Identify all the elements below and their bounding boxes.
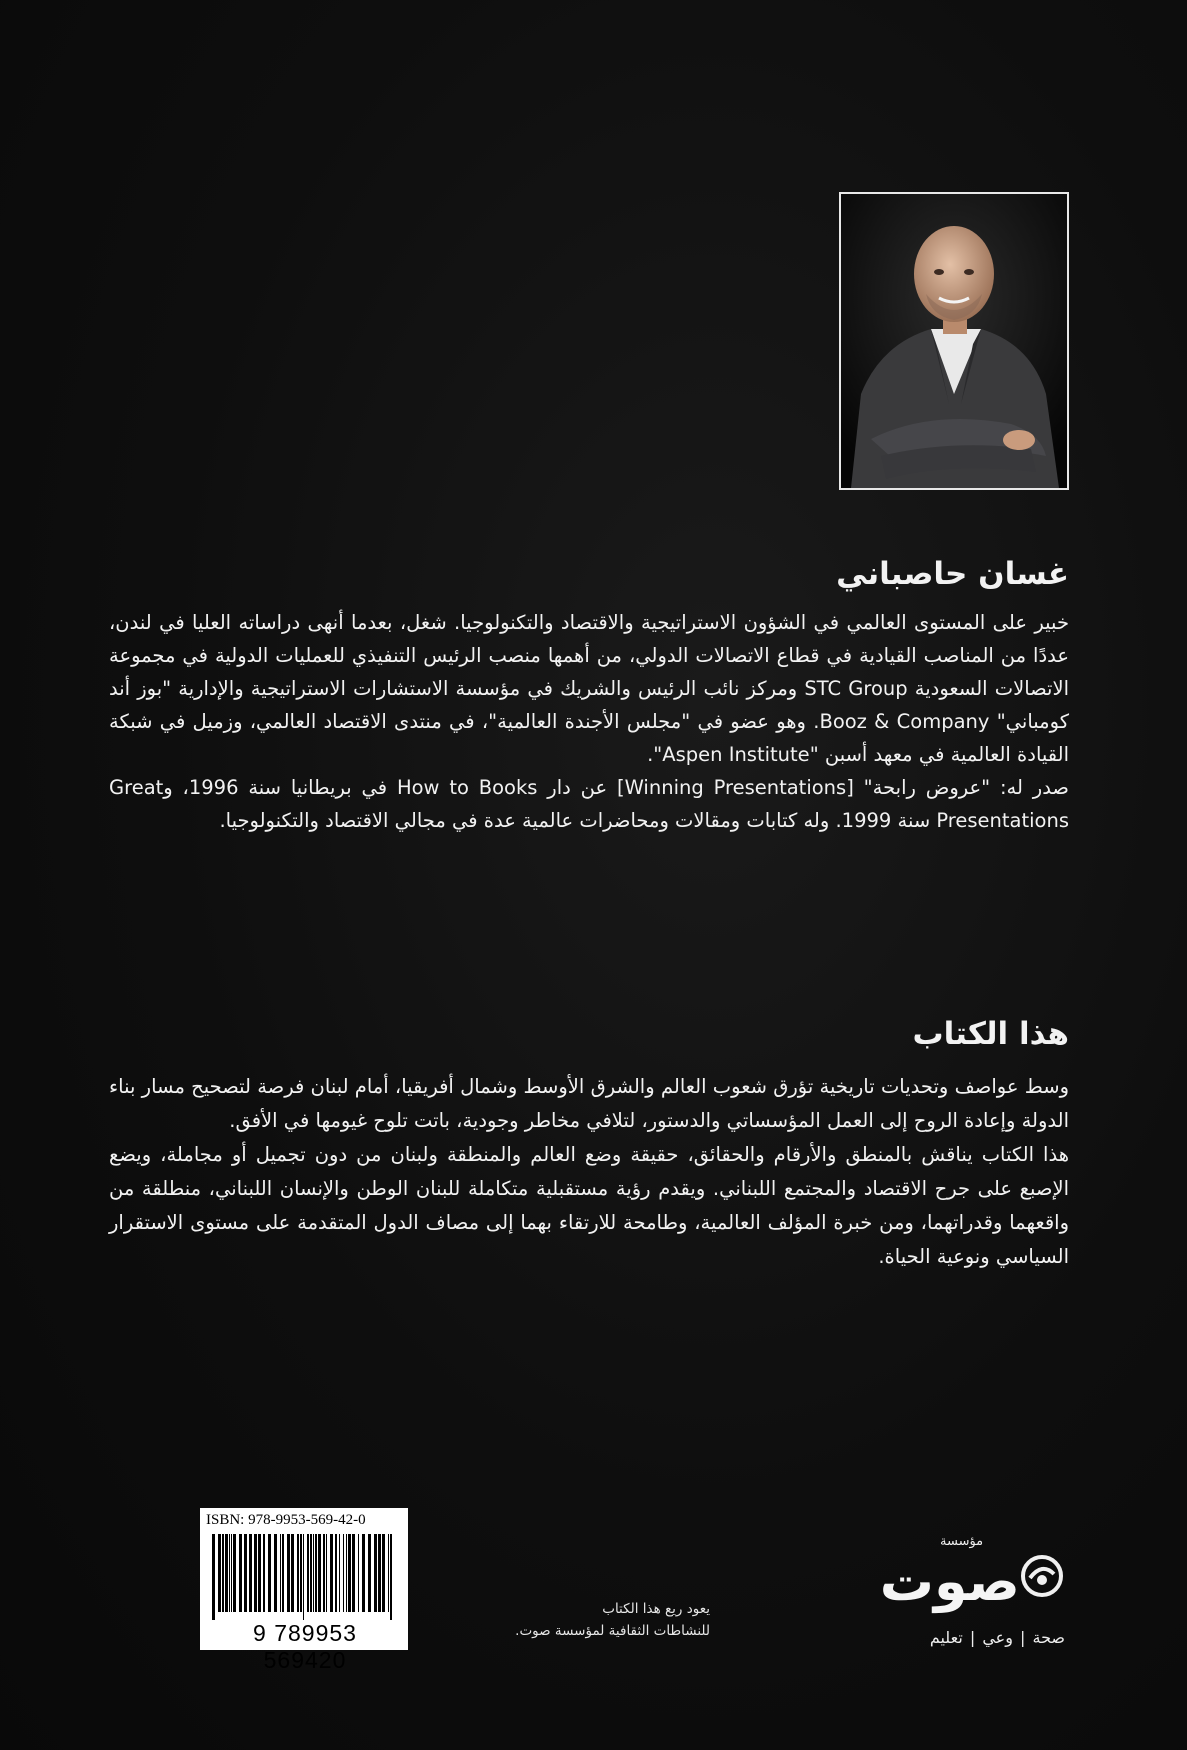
barcode-bar bbox=[346, 1534, 347, 1612]
barcode-bar bbox=[249, 1534, 252, 1612]
barcode-bar bbox=[335, 1534, 337, 1612]
royalty-line: للنشاطات الثقافية لمؤسسة صوت. bbox=[515, 1623, 710, 1639]
barcode-bar bbox=[212, 1534, 215, 1620]
author-bio-paragraph: خبير على المستوى العالمي في الشؤون الاستراتيجية والاقتصاد والتكنولوجيا. شغل، بعدما أنهى دراساته العليا في لندن، عددًا من المناصب القيادية في قطاع الاتصالات الدولي، من أهمها منصب الرئيس التنفيذي للعمليات الدولية في مجموعة الاتصالات السعودية STC Group ومركز نائب الرئيس والشريك في مؤسسة الاستشارات الاستراتيجية والإدارية "بوز أند كومباني" Booz & Company. وهو عضو في "مجلس الأجندة العالمية"، في منتدى الاقتصاد العالمي، وزميل في شبكة القيادة العالمية في معهد أسبن "Aspen Institute". bbox=[109, 611, 1070, 766]
barcode-bars bbox=[208, 1534, 400, 1620]
barcode-bar bbox=[323, 1534, 325, 1612]
barcode-bar bbox=[280, 1534, 281, 1612]
barcode-bar bbox=[300, 1534, 302, 1612]
barcode-bar bbox=[254, 1534, 257, 1612]
book-description-paragraph: هذا الكتاب يناقش بالمنطق والأرقام والحقائق، حقيقة وضع العالم والمنطقة ولبنان من دون تجميل أو مجاملة، ويضع الإصبع على جرح الاقتصاد والمجتمع اللبناني. ويقدم رؤية مستقبلية متكاملة للبنان الوطن والإنسان اللبناني، منطلقة من واقعهما وقدراتهما، ومن خبرة المؤلف العالمية، وطامحة للارتقاء بهما إلى مصاف الدول المتقدمة على مستوى الاستقرار السياسي ونوعية الحياة. bbox=[109, 1143, 1069, 1268]
barcode-bar bbox=[225, 1534, 228, 1612]
barcode-bar bbox=[310, 1534, 312, 1612]
barcode-bar bbox=[303, 1534, 304, 1620]
barcode-bar bbox=[330, 1534, 333, 1612]
barcode-bar bbox=[343, 1534, 344, 1612]
barcode-bar bbox=[268, 1534, 271, 1612]
barcode-bar bbox=[297, 1534, 299, 1612]
book-description bbox=[109, 1070, 1069, 1274]
barcode-bar bbox=[229, 1534, 230, 1612]
barcode-bar bbox=[231, 1534, 232, 1612]
barcode-bar bbox=[368, 1534, 371, 1612]
publisher-name: صوت bbox=[879, 1550, 1020, 1613]
barcode-bar bbox=[291, 1534, 294, 1612]
barcode-bar bbox=[326, 1534, 327, 1612]
barcode-bar bbox=[287, 1534, 290, 1612]
author-name-heading: غسان حاصباني bbox=[836, 556, 1069, 592]
barcode-bar bbox=[222, 1534, 224, 1612]
barcode-bar bbox=[378, 1534, 381, 1612]
barcode-bar bbox=[348, 1534, 351, 1612]
publisher-tagline: صحة | وعي | تعليم bbox=[929, 1628, 1065, 1647]
author-bio-paragraph: صدر له: "عروض رابحة" [Winning Presentations] عن دار How to Books في بريطانيا سنة 1996، وGreat Presentations سنة 1999. وله كتابات ومقالات ومحاضرات عالمية عدة في مجالي الاقتصاد والتكنولوجيا. bbox=[109, 776, 1069, 832]
isbn-barcode bbox=[200, 1508, 408, 1673]
author-photo bbox=[839, 192, 1069, 490]
barcode-bar bbox=[382, 1534, 385, 1612]
barcode-bar bbox=[313, 1534, 314, 1612]
publisher-emblem-icon bbox=[1020, 1554, 1064, 1598]
author-portrait-image bbox=[841, 194, 1067, 488]
barcode-bar bbox=[374, 1534, 377, 1612]
royalty-line: يعود ريع هذا الكتاب bbox=[602, 1601, 710, 1617]
barcode-digits: 9 789953 569420 bbox=[253, 1620, 357, 1673]
royalty-note bbox=[420, 1598, 710, 1642]
barcode-bar bbox=[263, 1534, 265, 1612]
barcode-bar bbox=[358, 1534, 359, 1612]
barcode-bar bbox=[258, 1534, 261, 1612]
barcode-bar bbox=[244, 1534, 247, 1612]
barcode-bar bbox=[388, 1534, 389, 1612]
isbn-label: ISBN: 978-9953-569-42-0 bbox=[206, 1512, 366, 1528]
barcode-bar bbox=[352, 1534, 355, 1612]
barcode-bar bbox=[362, 1534, 365, 1612]
book-description-paragraph: وسط عواصف وتحديات تاريخية تؤرق شعوب العالم والشرق الأوسط وشمال أفريقيا، أمام لبنان فرصة لتصحيح مسار بناء الدولة وإعادة الروح إلى العمل المؤسساتي والدستور، لتلافي مخاطر وجودية، باتت تلوح غيومها في الأفق. bbox=[109, 1075, 1069, 1132]
barcode-bar bbox=[318, 1534, 321, 1612]
barcode-bar bbox=[218, 1534, 221, 1612]
barcode-bar bbox=[233, 1534, 236, 1612]
barcode-bar bbox=[274, 1534, 277, 1612]
author-bio bbox=[109, 606, 1069, 837]
barcode-bar bbox=[282, 1534, 284, 1612]
publisher-small-label: مؤسسة bbox=[940, 1534, 984, 1549]
barcode-bar bbox=[315, 1534, 317, 1612]
barcode-bar bbox=[239, 1534, 242, 1612]
barcode-bar bbox=[307, 1534, 309, 1612]
book-section-heading: هذا الكتاب bbox=[912, 1016, 1069, 1052]
barcode-bar bbox=[339, 1534, 340, 1612]
barcode-bar bbox=[390, 1534, 392, 1620]
